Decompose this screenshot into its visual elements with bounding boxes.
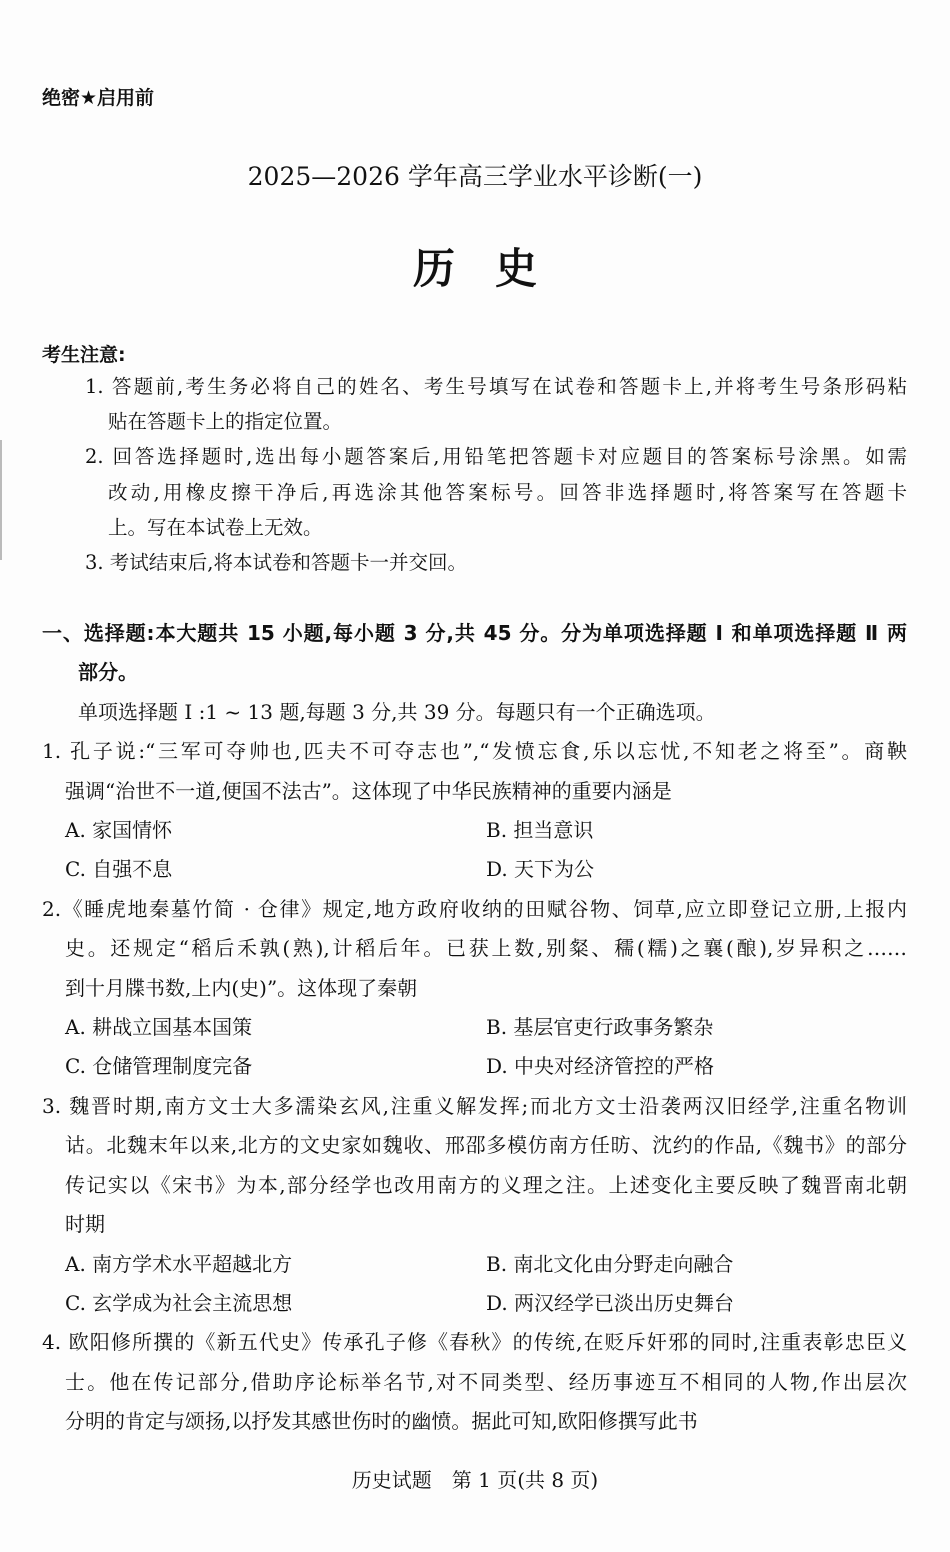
option-b: B. 南北文化由分野走向融合 xyxy=(486,1251,734,1276)
option-c: C. 自强不息 xyxy=(65,857,173,882)
notice-item-2-line: 改动,用橡皮擦干净后,再选涂其他答案标号。回答非选择题时,将答案写在答题卡 xyxy=(108,480,907,504)
option-a: A. 家国情怀 xyxy=(65,818,173,843)
confidential-label: 绝密★启用前 xyxy=(42,87,155,109)
question-4 xyxy=(42,1323,907,1441)
question-text: 时期 xyxy=(65,1212,105,1237)
option-c: C. 仓储管理制度完备 xyxy=(65,1054,253,1079)
question-text: 4. 欧阳修所撰的《新五代史》传承孔子修《春秋》的传统,在贬斥奸邪的同时,注重表彰忠臣义 xyxy=(42,1330,907,1355)
question-text: 到十月牒书数,上内(史)”。这体现了秦朝 xyxy=(65,975,418,1000)
section-subheading: 单项选择题 Ⅰ :1 ~ 13 题,每题 3 分,共 39 分。每题只有一个正确选项。 xyxy=(78,699,716,724)
notice-item-1-line: 1. 答题前,考生务必将自己的姓名、考生号填写在试卷和答题卡上,并将考生号条形码粘 xyxy=(85,375,907,398)
notice-item-1-line: 贴在答题卡上的指定位置。 xyxy=(108,410,343,434)
subject-title: 历史 xyxy=(412,244,577,293)
question-text: 1. 孔子说:“三军可夺帅也,匹夫不可夺志也”,“发愤忘食,乐以忘忧,不知老之将至”。商鞅 xyxy=(42,739,907,764)
option-c: C. 玄学成为社会主流思想 xyxy=(65,1290,293,1315)
option-d: D. 中央对经济管控的严格 xyxy=(486,1054,715,1079)
option-b: B. 基层官吏行政事务繁杂 xyxy=(486,1015,714,1040)
notice-item-2-line: 上。写在本试卷上无效。 xyxy=(108,515,323,539)
question-text: 传记实以《宋书》为本,部分经学也改用南方的义理之注。上述变化主要反映了魏晋南北朝 xyxy=(65,1172,907,1197)
option-d: D. 两汉经学已淡出历史舞台 xyxy=(486,1290,735,1315)
notice-heading: 考生注意: xyxy=(42,344,126,366)
question-text: 3. 魏晋时期,南方文士大多濡染玄风,注重义解发挥;而北方文士沿袭两汉旧经学,注重名物训 xyxy=(42,1093,907,1118)
question-1 xyxy=(42,732,907,890)
question-2 xyxy=(42,890,907,1087)
page-footer: 历史试题 第 1 页(共 8 页) xyxy=(351,1468,599,1492)
option-b: B. 担当意识 xyxy=(486,818,594,843)
question-text: 诂。北魏末年以来,北方的文史家如魏收、邢邵多模仿南方任昉、沈约的作品,《魏书》的部分 xyxy=(65,1133,907,1158)
section-heading: 一、选择题:本大题共 15 小题,每小题 3 分,共 45 分。分为单项选择题 Ⅰ 和单项选择题 Ⅱ 两 xyxy=(42,621,907,645)
option-a: A. 南方学术水平超越北方 xyxy=(65,1251,293,1276)
question-3 xyxy=(42,1087,907,1323)
section-heading: 部分。 xyxy=(78,660,138,685)
exam-title: 2025—2026 学年高三学业水平诊断(一) xyxy=(247,162,703,191)
question-text: 2.《睡虎地秦墓竹简 · 仓律》规定,地方政府收纳的田赋谷物、饲草,应立即登记立册,上报内 xyxy=(42,896,907,921)
question-text: 士。他在传记部分,借助序论标举名节,对不同类型、经历事迹互不相同的人物,作出层次 xyxy=(65,1369,907,1394)
option-d: D. 天下为公 xyxy=(486,857,595,882)
question-text: 史。还规定“稻后禾孰(熟),计稻后年。已获上数,别粲、穤(糯)之襄(酿),岁异积之…… xyxy=(65,936,907,961)
notice-item-2-line: 2. 回答选择题时,选出每小题答案后,用铅笔把答题卡对应题目的答案标号涂黑。如需 xyxy=(85,445,907,469)
notice-item-3-line: 3. 考试结束后,将本试卷和答题卡一并交回。 xyxy=(85,551,468,575)
notice-list xyxy=(85,369,907,580)
question-text: 强调“治世不一道,便国不法古”。这体现了中华民族精神的重要内涵是 xyxy=(65,778,672,803)
scan-edge xyxy=(0,440,2,560)
question-text: 分明的肯定与颂扬,以抒发其感世伤时的幽愤。据此可知,欧阳修撰写此书 xyxy=(65,1409,698,1434)
option-a: A. 耕战立国基本国策 xyxy=(65,1015,253,1040)
questions-section xyxy=(42,614,907,1442)
